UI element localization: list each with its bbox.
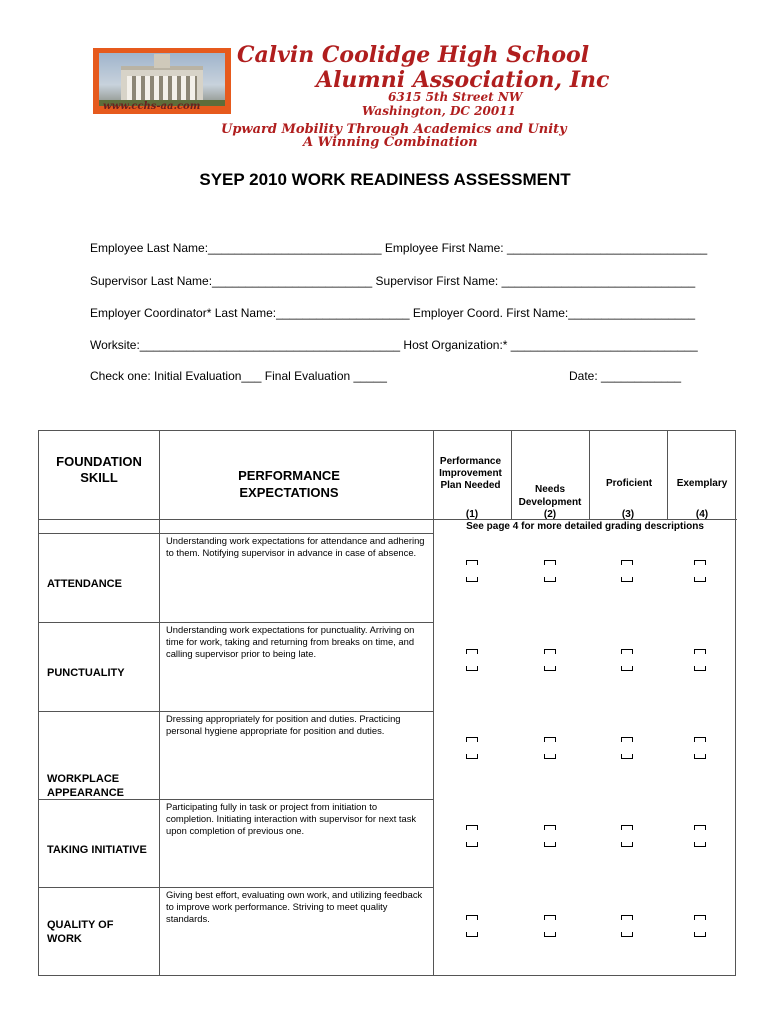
row-divider — [39, 711, 433, 712]
checkbox-bottom-bracket — [621, 577, 633, 582]
checkbox-top-bracket — [466, 915, 478, 920]
rating-checkbox-proficient[interactable] — [621, 825, 633, 847]
checkbox-top-bracket — [466, 825, 478, 830]
checkbox-top-bracket — [621, 560, 633, 565]
checkbox-top-bracket — [621, 737, 633, 742]
checkbox-bottom-bracket — [544, 577, 556, 582]
checkbox-bottom-bracket — [544, 932, 556, 937]
motto-line2: A Winning Combination — [303, 135, 478, 150]
checkbox-bottom-bracket — [621, 842, 633, 847]
org-name-line2: Alumni Association, Inc — [316, 67, 610, 93]
address-city: Washington, DC 20011 — [362, 104, 516, 118]
rating-checkbox-pip[interactable] — [466, 915, 478, 937]
checkbox-top-bracket — [544, 560, 556, 565]
rating-checkbox-needs-development[interactable] — [544, 915, 556, 937]
foundation-skill-header: FOUNDATION SKILL — [56, 454, 142, 485]
checkbox-top-bracket — [621, 915, 633, 920]
expectation-attendance: Understanding work expectations for attendance and adhering to them. Notifying supervisor in advance in case of absence. — [166, 535, 425, 558]
checkbox-bottom-bracket — [694, 932, 706, 937]
rating-checkbox-proficient[interactable] — [621, 560, 633, 582]
checkbox-top-bracket — [544, 649, 556, 654]
needs-development-header: Needs Development — [518, 484, 582, 508]
checkbox-top-bracket — [544, 737, 556, 742]
address-street: 6315 5th Street NW — [388, 90, 523, 104]
rating-checkbox-proficient[interactable] — [621, 737, 633, 759]
checkbox-bottom-bracket — [466, 754, 478, 759]
document-title: SYEP 2010 WORK READINESS ASSESSMENT — [199, 170, 571, 189]
checkbox-top-bracket — [621, 825, 633, 830]
checkbox-top-bracket — [466, 737, 478, 742]
checkbox-top-bracket — [694, 915, 706, 920]
motto-line1: Upward Mobility Through Academics and Unity — [221, 122, 567, 137]
rating-checkbox-needs-development[interactable] — [544, 825, 556, 847]
checkbox-bottom-bracket — [694, 577, 706, 582]
checkbox-bottom-bracket — [544, 842, 556, 847]
rating-checkbox-exemplary[interactable] — [694, 825, 706, 847]
checkbox-bottom-bracket — [694, 666, 706, 671]
checkbox-bottom-bracket — [621, 932, 633, 937]
rating-checkbox-pip[interactable] — [466, 560, 478, 582]
proficient-header: Proficient — [605, 478, 653, 489]
header-divider — [39, 533, 433, 534]
checkbox-bottom-bracket — [466, 842, 478, 847]
rating-checkbox-proficient[interactable] — [621, 649, 633, 671]
rating-checkbox-needs-development[interactable] — [544, 737, 556, 759]
rating-checkbox-exemplary[interactable] — [694, 915, 706, 937]
col-divider — [667, 431, 668, 519]
skill-workplace-appearance: WORKPLACE APPEARANCE — [47, 773, 125, 799]
checkbox-bottom-bracket — [694, 842, 706, 847]
checkbox-top-bracket — [694, 737, 706, 742]
performance-expectations-header: PERFORMANCE EXPECTATIONS — [238, 468, 340, 500]
score-3-label: (3) — [621, 509, 635, 520]
skill-attendance: ATTENDANCE — [47, 578, 122, 590]
checkbox-top-bracket — [621, 649, 633, 654]
pip-needed-header: Performance Improvement Plan Needed — [439, 456, 502, 491]
score-1-label: (1) — [465, 509, 479, 520]
building-columns — [127, 76, 197, 102]
website-link[interactable]: www.cchs-aa.com — [103, 101, 201, 112]
rating-checkbox-pip[interactable] — [466, 649, 478, 671]
checkbox-top-bracket — [466, 649, 478, 654]
checkbox-bottom-bracket — [694, 754, 706, 759]
checkbox-bottom-bracket — [466, 932, 478, 937]
expectation-workplace-appearance: Dressing appropriately for position and duties. Practicing personal hygiene appropriate for position and duties. — [166, 713, 401, 736]
col-divider — [159, 431, 160, 976]
checkbox-bottom-bracket — [621, 666, 633, 671]
exemplary-header: Exemplary — [676, 478, 728, 489]
score-4-label: (4) — [695, 509, 709, 520]
grading-note: See page 4 for more detailed grading descriptions — [466, 521, 704, 532]
score-2-label: (2) — [543, 509, 557, 520]
rating-checkbox-exemplary[interactable] — [694, 560, 706, 582]
worksite-fields[interactable]: Worksite:_______________________________________ Host Organization:* ____________________________ — [90, 338, 698, 352]
skill-taking-initiative: TAKING INITIATIVE — [47, 844, 147, 856]
rating-checkbox-needs-development[interactable] — [544, 649, 556, 671]
checkbox-bottom-bracket — [466, 577, 478, 582]
checkbox-bottom-bracket — [466, 666, 478, 671]
row-divider — [39, 887, 433, 888]
rating-checkbox-pip[interactable] — [466, 737, 478, 759]
skill-quality-of-work: QUALITY OF WORK — [47, 919, 114, 945]
row-divider — [39, 622, 433, 623]
org-name-line1: Calvin Coolidge High School — [237, 42, 590, 68]
checkbox-top-bracket — [466, 560, 478, 565]
checkbox-top-bracket — [544, 915, 556, 920]
employer-coordinator-fields[interactable]: Employer Coordinator* Last Name:____________________ Employer Coord. First Name:___________________ — [90, 306, 696, 320]
rating-checkbox-proficient[interactable] — [621, 915, 633, 937]
expectation-punctuality: Understanding work expectations for punctuality. Arriving on time for work, taking and returning from breaks on time, and calling supervisor prior to being late. — [166, 624, 415, 659]
date-field[interactable]: Date: ____________ — [569, 369, 682, 383]
checkbox-bottom-bracket — [544, 754, 556, 759]
assessment-table — [38, 430, 736, 976]
rating-checkbox-pip[interactable] — [466, 825, 478, 847]
checkbox-top-bracket — [694, 825, 706, 830]
rating-checkbox-exemplary[interactable] — [694, 737, 706, 759]
evaluation-type-field[interactable]: Check one: Initial Evaluation___ Final Evaluation _____ — [90, 369, 387, 383]
rating-checkbox-exemplary[interactable] — [694, 649, 706, 671]
checkbox-top-bracket — [694, 649, 706, 654]
checkbox-bottom-bracket — [544, 666, 556, 671]
employee-name-fields[interactable]: Employee Last Name:__________________________ Employee First Name: ______________________________ — [90, 241, 708, 255]
rating-checkbox-needs-development[interactable] — [544, 560, 556, 582]
expectation-quality-of-work: Giving best effort, evaluating own work, and utilizing feedback to improve work performance. Striving to meet quality standards. — [166, 889, 423, 924]
supervisor-name-fields[interactable]: Supervisor Last Name:________________________ Supervisor First Name: _____________________________ — [90, 274, 696, 288]
expectation-taking-initiative: Participating fully in task or project from initiation to completion. Initiating interaction with supervisor for next task upon completion of previous one. — [166, 801, 417, 836]
col-divider — [589, 431, 590, 519]
skill-punctuality: PUNCTUALITY — [47, 667, 125, 679]
checkbox-top-bracket — [694, 560, 706, 565]
checkbox-bottom-bracket — [621, 754, 633, 759]
checkbox-top-bracket — [544, 825, 556, 830]
